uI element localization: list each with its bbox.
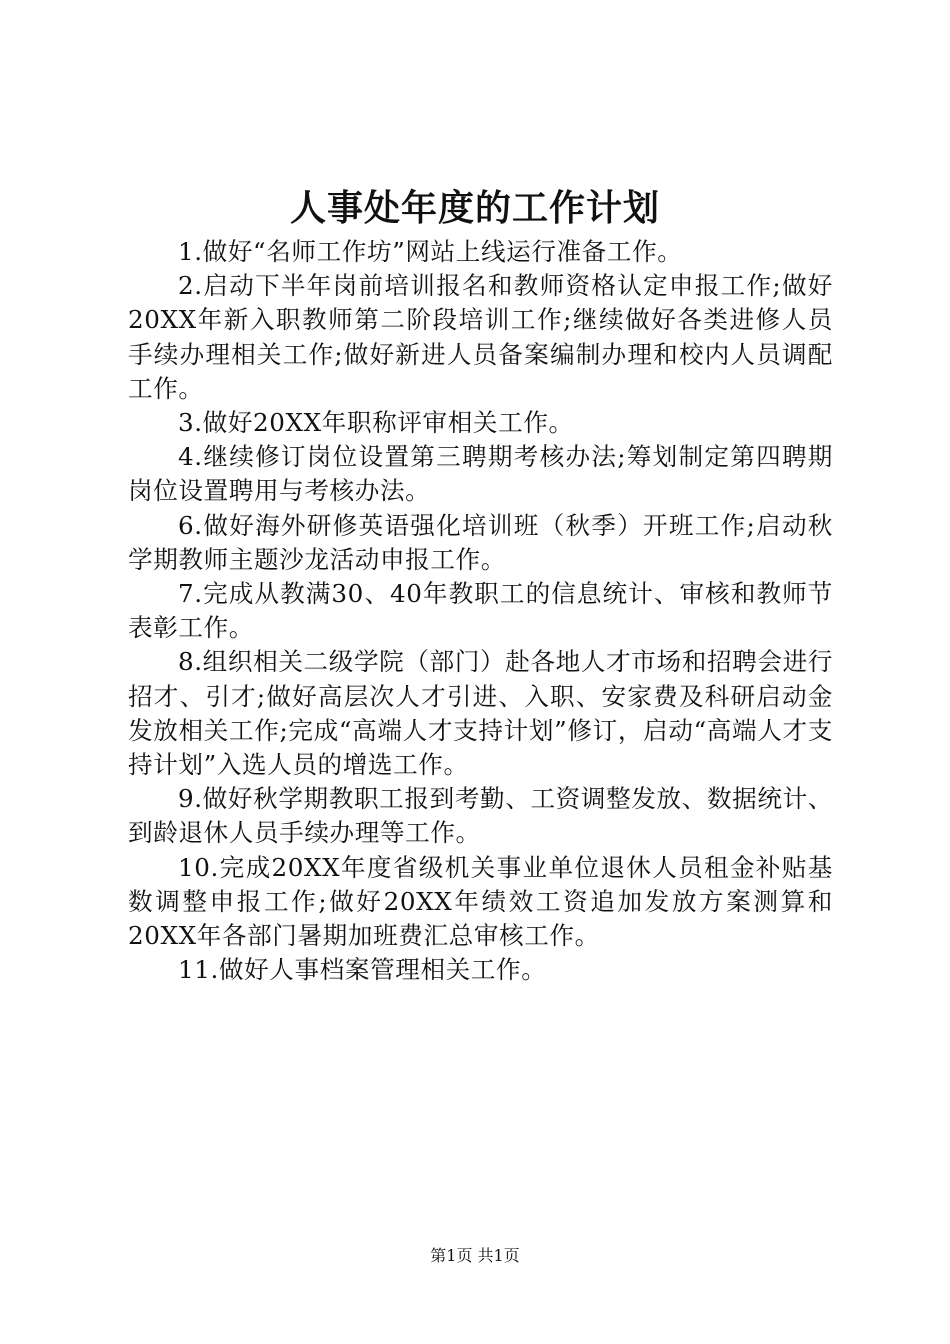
document-title: 人事处年度的工作计划	[289, 187, 660, 229]
list-item: 2.启动下半年岗前培训报名和教师资格认定申报工作;做好20XX年新入职教师第二阶段培训工作;继续做好各类进修人员手续办理相关工作;做好新进人员备案编制办理和校内人员调配工作。	[128, 271, 833, 403]
list-item: 7.完成从教满30、40年教职工的信息统计、审核和教师节表彰工作。	[128, 579, 833, 643]
list-item: 3.做好20XX年职称评审相关工作。	[178, 408, 574, 438]
list-item: 1.做好“名师工作坊”网站上线运行准备工作。	[178, 237, 683, 266]
document-body	[128, 235, 833, 987]
list-item: 11.做好人事档案管理相关工作。	[178, 955, 547, 985]
list-item: 6.做好海外研修英语强化培训班（秋季）开班工作;启动秋学期教师主题沙龙活动申报工作。	[128, 510, 833, 574]
list-item: 4.继续修订岗位设置第三聘期考核办法;筹划制定第四聘期岗位设置聘用与考核办法。	[128, 442, 833, 506]
list-item: 10.完成20XX年度省级机关事业单位退休人员租金补贴基数调整申报工作;做好20XX年绩效工资追加发放方案测算和20XX年各部门暑期加班费汇总审核工作。	[128, 852, 833, 951]
list-item: 9.做好秋学期教职工报到考勤、工资调整发放、数据统计、到龄退休人员手续办理等工作。	[128, 784, 833, 848]
page-footer: 第1页 共1页	[430, 1246, 520, 1265]
list-item: 8.组织相关二级学院（部门）赴各地人才市场和招聘会进行招才、引才;做好高层次人才引进、入职、安家费及科研启动金发放相关工作;完成“高端人才支持计划”修订，启动“高端人才支持计划”入选人员的增选工作。	[128, 647, 833, 780]
